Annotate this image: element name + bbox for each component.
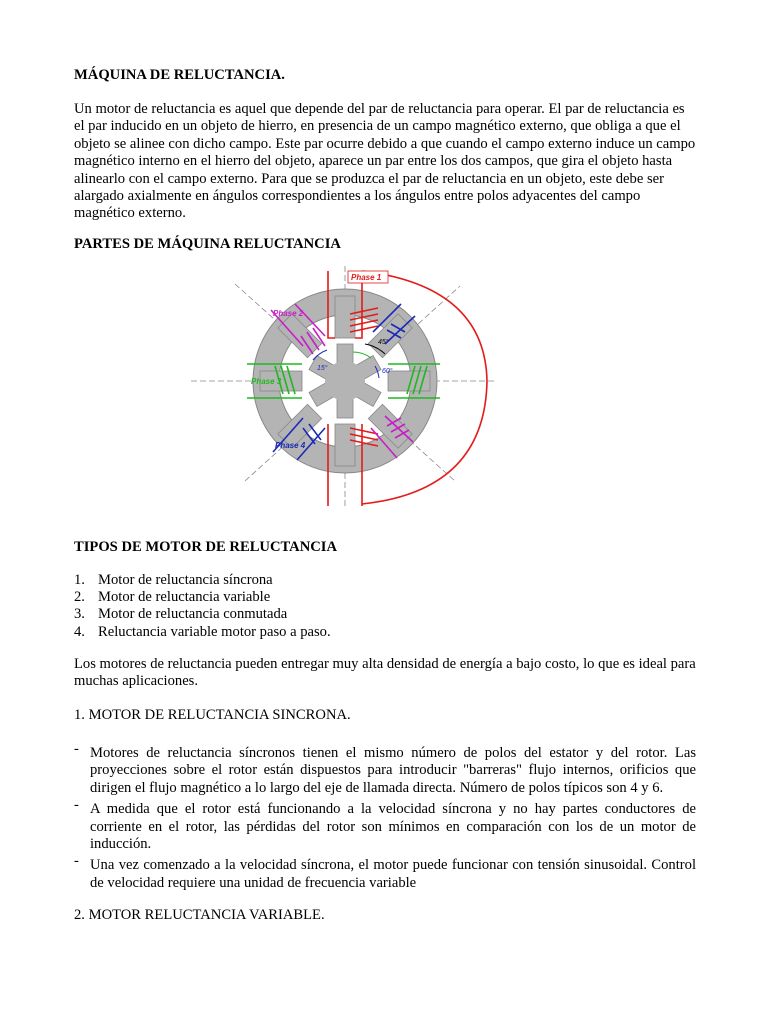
list-item: 1. Motor de reluctancia síncrona: [74, 572, 273, 588]
sync-heading: 1. MOTOR DE RELUCTANCIA SINCRONA.: [74, 707, 351, 723]
phase2-label: Phase 2: [273, 309, 304, 318]
angle-15-label: 15°: [317, 365, 328, 372]
list-item: 3. Motor de reluctancia conmutada: [74, 606, 288, 623]
list-item: 2. Motor de reluctancia variable: [74, 589, 271, 606]
types-list: [74, 572, 331, 641]
list-item: - Motores de reluctancia síncronos tienen el mismo número de polos del estator y del rotor. Las proyecciones sobre el rotor están dispuestos para introducir "barreras" flujo internos, orificios que dirigen el flujo magnético a lo largo del eje de llamada directa. Número de polos típicos son 4 y 6.: [74, 741, 696, 796]
phase3-label: Phase 3: [251, 377, 282, 386]
list-item: - Una vez comenzado a la velocidad síncrona, el motor puede funcionar con tensión sinusoidal. Control de velocidad requiere una unidad de frecuencia variable: [74, 853, 696, 891]
parts-heading: PARTES DE MÁQUINA RELUCTANCIA: [74, 236, 341, 252]
list-item: - A medida que el rotor está funcionando a la velocidad síncrona y no hay partes conductores de corriente en el rotor, las pérdidas del rotor son mínimos en comparación con los de un motor de inducción.: [74, 797, 696, 853]
phase1-label: Phase 1: [351, 273, 382, 282]
angle-60-label: 60°: [382, 368, 393, 375]
variable-heading: 2. MOTOR RELUCTANCIA VARIABLE.: [74, 907, 325, 923]
angle-45-label: 45°: [378, 339, 389, 346]
reluctance-motor-diagram: [175, 266, 495, 506]
list-item: 4. Reluctancia variable motor paso a paso.: [74, 623, 331, 640]
intro-paragraph: Un motor de reluctancia es aquel que depende del par de reluctancia para operar. El par de reluctancia es el par inducido en un objeto de hierro, en presencia de un campo magnético externo, que obliga a que el objeto se alinee con dicho campo. Este par ocurre debido a que cuando el campo externo induce un campo magnético interno en el hierro del objeto, aparece un par entre los dos campos, que gira el objeto hasta alinearlo con el campo externo. Para que se produzca el par de reluctancia en un objeto, este debe ser alargado axialmente en ángulos correspondientes a los ángulos entre polos adyacentes del campo magnético externo.: [74, 101, 696, 222]
energy-paragraph: Los motores de reluctancia pueden entregar muy alta densidad de energía a bajo costo, lo que es ideal para muchas aplicaciones.: [74, 656, 696, 690]
sync-bullets: [74, 741, 696, 896]
page-title: MÁQUINA DE RELUCTANCIA.: [74, 67, 285, 83]
phase4-label: Phase 4: [275, 441, 306, 450]
types-heading: TIPOS DE MOTOR DE RELUCTANCIA: [74, 539, 337, 555]
